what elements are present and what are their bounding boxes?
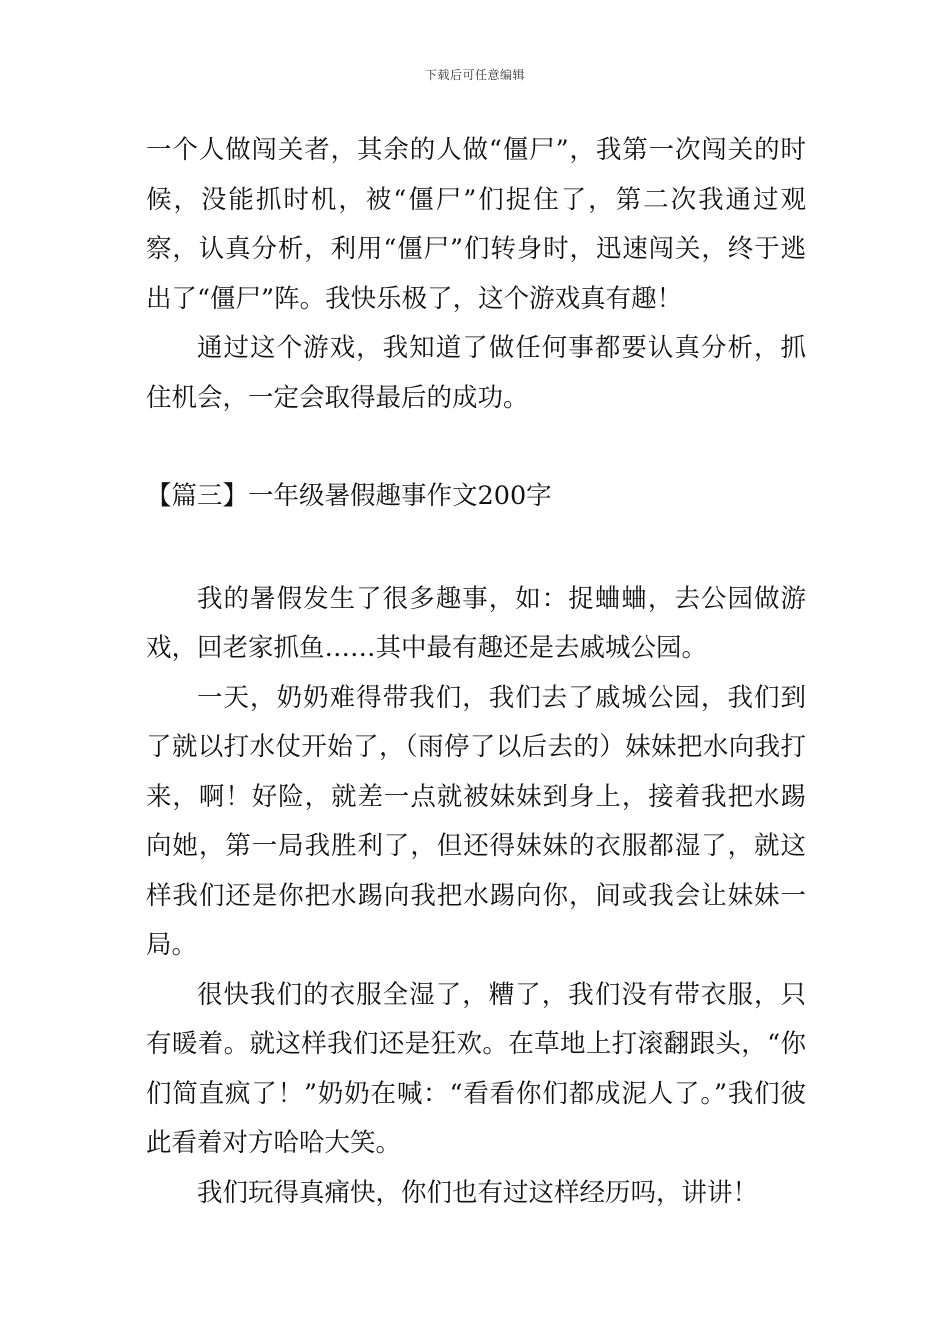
spacer: [146, 522, 806, 575]
paragraph: 我的暑假发生了很多趣事，如：捉蛐蛐，去公园做游戏，回老家抓鱼……其中最有趣还是去戚城公园。: [146, 583, 806, 663]
paragraph: 我们玩得真痛快，你们也有过这样经历吗，讲讲！: [197, 1177, 759, 1208]
section-title: 【篇三】一年级暑假趣事作文200字: [146, 481, 552, 511]
paragraph: 一个人做闯关者，其余的人做“僵尸”，我第一次闯关的时候，没能抓时机，被“僵尸”们捉住了，第二次我通过观察，认真分析，利用“僵尸”们转身时，迅速闯关，终于逃出了“僵尸”阵。我快乐极了，这个游戏真有趣！: [146, 135, 806, 314]
spacer: [146, 423, 806, 472]
document-body: [146, 126, 806, 1218]
page-header-note: 下载后可任意编辑: [424, 68, 525, 82]
paragraph: 通过这个游戏，我知道了做任何事都要认真分析，抓住机会，一定会取得最后的成功。: [146, 333, 806, 413]
paragraph: 一天，奶奶难得带我们，我们去了戚城公园，我们到了就以打水仗开始了，（雨停了以后去的）妹妹把水向我打来，啊！好险，就差一点就被妹妹到身上，接着我把水踢向她，第一局我胜利了，但还得妹妹的衣服都湿了，就这样我们还是你把水踢向我把水踢向你，间或我会让妹妹一局。: [146, 682, 806, 960]
paragraph: 很快我们的衣服全湿了，糟了，我们没有带衣服，只有暖着。就这样我们还是狂欢。在草地上打滚翻跟头，“你们简直疯了！”奶奶在喊：“看看你们都成泥人了。”我们彼此看着对方哈哈大笑。: [146, 979, 806, 1158]
